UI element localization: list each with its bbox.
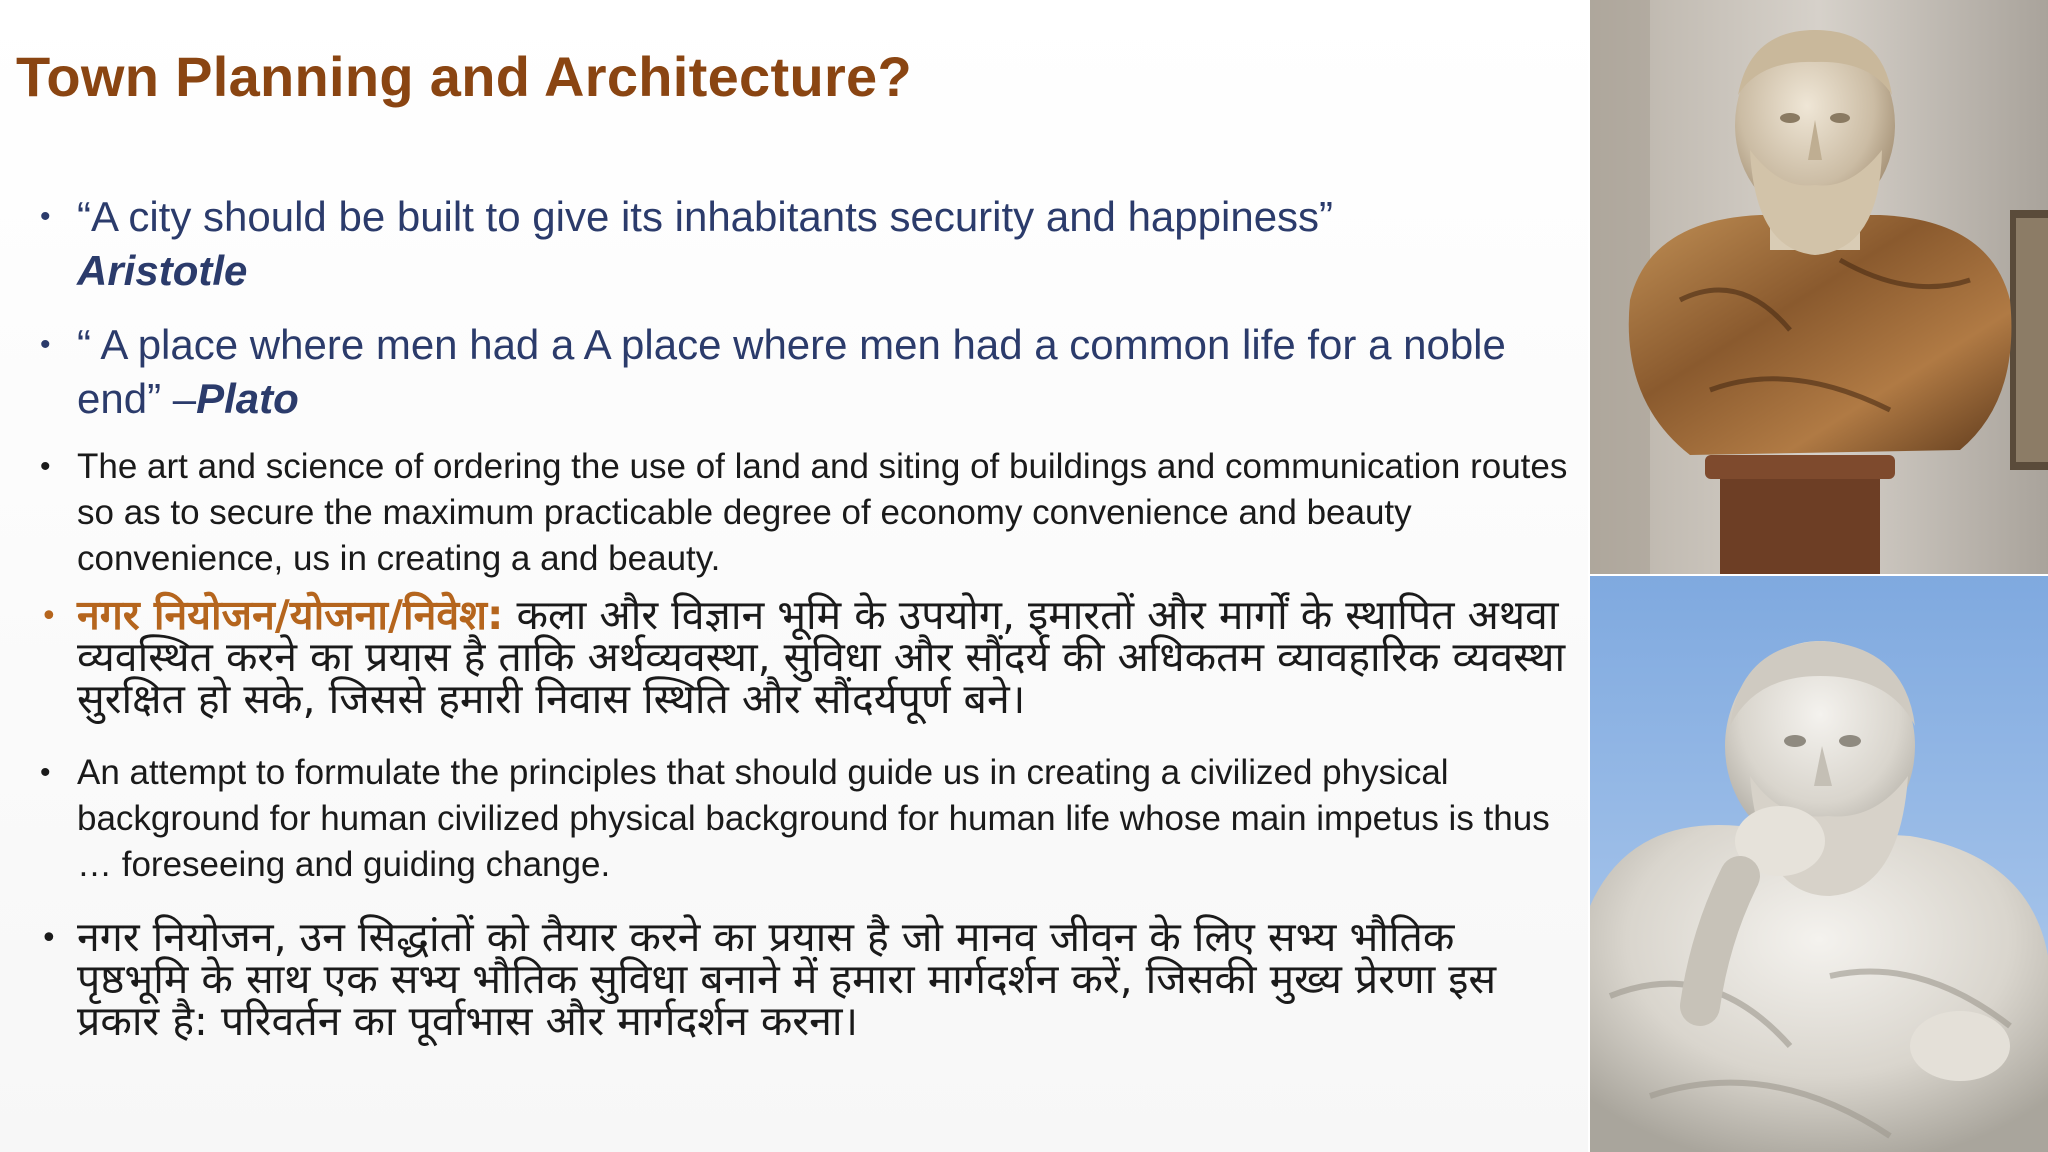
bullet-marker: • xyxy=(40,756,51,789)
bullet-text: An attempt to formulate the principles that should guide us in creating a civilized physical background for human civilized physical background for human life whose main impetus is thus … foreseeing and guiding change. xyxy=(77,753,1550,884)
bullet-list xyxy=(36,190,1576,1045)
bullet-aristotle-quote xyxy=(36,190,1576,298)
socrates-statue-image xyxy=(1590,576,2048,1152)
bullet-attempt-hindi xyxy=(36,913,1576,1045)
bullet-text: The art and science of ordering the use of land and siting of buildings and communication routes so as to secure the maximum practicable degree of economy convenience and beauty convenience, us in creating a and beauty. xyxy=(77,447,1568,578)
slide-title: Town Planning and Architecture? xyxy=(16,45,913,108)
hindi-term-label: नगर नियोजन/योजना/निवेश: xyxy=(77,591,504,639)
quote-text: “A city should be built to give its inhabitants security and happiness” xyxy=(77,193,1334,240)
bullet-marker: • xyxy=(40,200,51,233)
bullet-attempt-english xyxy=(36,750,1576,888)
bullet-plato-quote xyxy=(36,318,1576,426)
quote-author: Plato xyxy=(196,375,299,422)
quote-text: “ A place where men had a A place where men had a common life for a noble end” – xyxy=(77,321,1506,422)
bullet-definition-english xyxy=(36,444,1576,582)
bullet-marker: • xyxy=(40,450,51,483)
bullet-text: नगर नियोजन, उन सिद्धांतों को तैयार करने का प्रयास है जो मानव जीवन के लिए सभ्य भौतिक पृष्ठभूमि के साथ एक सभ्य भौतिक सुविधा बनाने में हमारा मार्गदर्शन करें, जिसकी मुख्य प्रेरणा इस प्रकार है: परिवर्तन का पूर्वाभास और मार्गदर्शन करना। xyxy=(77,913,1497,1045)
bullet-marker: • xyxy=(40,599,58,634)
bullet-marker: • xyxy=(40,328,51,361)
bullet-marker: • xyxy=(40,921,58,956)
aristotle-bust-image xyxy=(1590,0,2048,574)
bullet-definition-hindi xyxy=(36,591,1576,723)
quote-author: Aristotle xyxy=(77,247,248,294)
bullet-text: कला और विज्ञान भूमि के उपयोग, इमारतों और मार्गों के स्थापित अथवा व्यवस्थित करने का प्रयास है ताकि अर्थव्यवस्था, सुविधा और सौंदर्य की अधिकतम व्यावहारिक व्यवस्था सुरक्षित हो सके, जिससे हमारी निवास स्थिति और सौंदर्यपूर्ण बने। xyxy=(77,591,1566,723)
